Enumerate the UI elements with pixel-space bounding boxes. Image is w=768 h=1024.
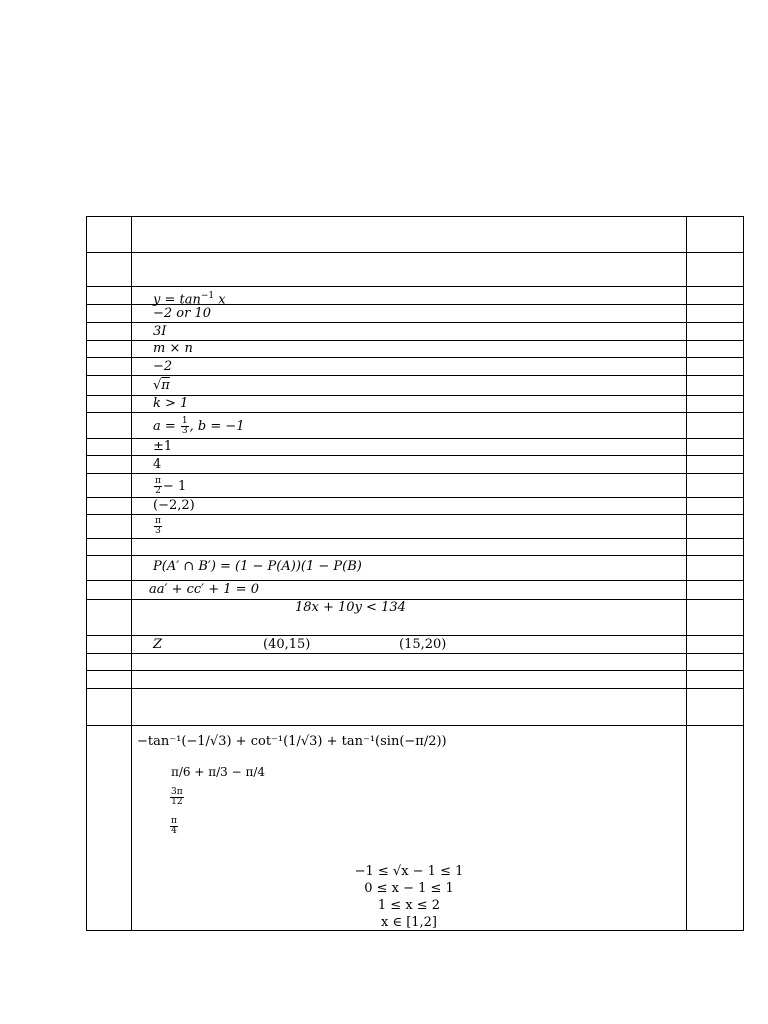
table-row <box>86 395 744 412</box>
answer-3: 3I <box>153 324 167 339</box>
table-row <box>86 473 744 497</box>
table-row <box>86 357 744 375</box>
inequality-2: 0 ≤ x − 1 ≤ 1 <box>364 881 454 896</box>
solution-line-4: $\frac{\pi}{4}$ <box>171 816 177 836</box>
table-row <box>86 635 744 653</box>
answer-10: 4 <box>153 457 162 472</box>
inequality-1: −1 ≤ √x − 1 ≤ 1 <box>354 864 464 879</box>
answer-8: a = $\frac{1}{3}$ , b = −1 <box>153 416 245 436</box>
answer-6: √π <box>153 378 170 393</box>
answer-1: $y = \tan^{-1} x$ <box>153 291 226 308</box>
answer-17-point-1: (40,15) <box>263 637 311 652</box>
table-row <box>86 412 744 438</box>
answer-5: −2 <box>153 359 173 374</box>
answer-17-point-2: (15,20) <box>399 637 447 652</box>
inequality-3: 1 ≤ x ≤ 2 <box>377 898 441 913</box>
table-row <box>86 555 744 580</box>
answer-2: −2 or 10 <box>153 306 212 321</box>
table-row <box>86 599 744 635</box>
solution-line-2: π/6 + π/3 − π/4 <box>171 765 266 779</box>
answer-17-z: Z <box>153 637 163 652</box>
table-row <box>86 375 744 395</box>
answer-7: k > 1 <box>153 396 189 411</box>
answer-9: ±1 <box>153 439 173 454</box>
answer-13: $\frac{\pi}{3}$ <box>155 516 161 536</box>
table-row <box>86 497 744 514</box>
table-row <box>86 438 744 455</box>
table-row <box>86 322 744 340</box>
table-row <box>86 538 744 555</box>
solution-line-1: −tan⁻¹(−1/√3) + cot⁻¹(1/√3) + tan⁻¹(sin(−π/2)) <box>137 734 447 749</box>
table-row <box>86 670 744 688</box>
table-row <box>86 286 744 308</box>
answer-16: 18x + 10y < 134 <box>295 600 406 615</box>
answer-key-table <box>86 216 745 931</box>
table-row <box>86 580 744 599</box>
answer-12: (−2,2) <box>153 498 195 513</box>
answer-14: P(A′ ∩ B′) = (1 − P(A))(1 − P(B) <box>153 559 362 574</box>
table-row <box>86 340 744 357</box>
inequality-4: x ∈ [1,2] <box>380 915 438 930</box>
table-row <box>86 304 744 322</box>
answer-15: aa′ + cc′ + 1 = 0 <box>149 582 259 597</box>
table-row <box>86 514 744 538</box>
solution-row <box>86 725 744 931</box>
table-row <box>86 455 744 473</box>
solution-line-3: $\frac{3\pi}{12}$ <box>171 787 183 807</box>
table-row <box>86 688 744 725</box>
table-row <box>86 252 744 286</box>
table-row <box>86 216 744 252</box>
answer-4: m × n <box>153 341 193 356</box>
answer-11: $\frac{\pi}{2}$ − 1 <box>155 476 187 496</box>
table-row <box>86 653 744 670</box>
